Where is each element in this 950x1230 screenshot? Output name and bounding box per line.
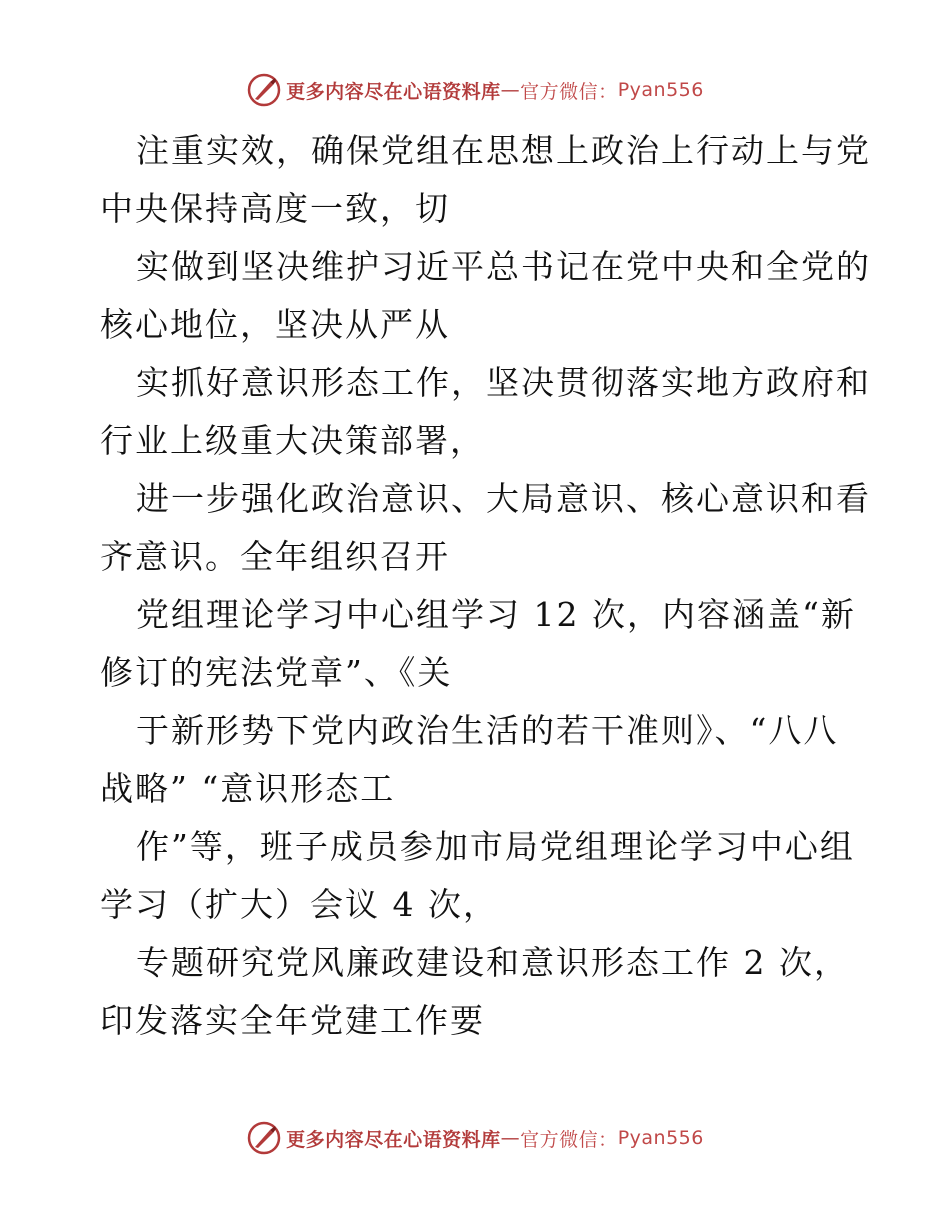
text-line: 学习（扩大）会议 4 次， xyxy=(100,885,498,924)
text-line: 实做到坚决维护习近平总书记在党中央和全党的 xyxy=(136,247,871,286)
quill-pen-logo-icon xyxy=(246,72,282,108)
text-line: 于新形势下党内政治生活的若干准则》、“八八 xyxy=(136,711,839,750)
watermark-main-text: 更多内容尽在心语资料库 xyxy=(286,80,501,103)
watermark-dash: — xyxy=(500,1127,521,1149)
text-line: 核心地位，坚决从严从 xyxy=(100,305,450,344)
text-line: 修订的宪法党章”、《关 xyxy=(100,653,453,692)
text-line: 实抓好意识形态工作，坚决贯彻落实地方政府和 xyxy=(136,363,871,402)
quill-pen-logo-icon xyxy=(246,1120,282,1156)
watermark-main-text: 更多内容尽在心语资料库 xyxy=(286,1128,501,1151)
document-body xyxy=(100,122,871,1050)
header-watermark xyxy=(0,70,950,110)
text-line: 中央保持高度一致，切 xyxy=(100,189,450,228)
footer-watermark xyxy=(0,1118,950,1158)
text-line: 进一步强化政治意识、大局意识、核心意识和看 xyxy=(136,479,871,518)
text-line: 注重实效，确保党组在思想上政治上行动上与党 xyxy=(136,131,871,170)
text-line: 专题研究党风廉政建设和意识形态工作 2 次， xyxy=(136,943,849,982)
text-line: 印发落实全年党建工作要 xyxy=(100,1001,485,1040)
watermark-dash: — xyxy=(500,79,521,101)
text-line: 战略” “意识形态工 xyxy=(100,769,396,808)
text-line: 行业上级重大决策部署， xyxy=(100,421,485,460)
watermark-sub-text: 官方微信： xyxy=(520,80,618,103)
watermark-sub-text: 官方微信： xyxy=(520,1128,618,1151)
watermark-wechat-id: Pyan556 xyxy=(617,79,704,101)
watermark-wechat-id: Pyan556 xyxy=(617,1127,704,1149)
text-line: 党组理论学习中心组学习 12 次，内容涵盖“新 xyxy=(136,595,856,634)
text-line: 作”等，班子成员参加市局党组理论学习中心组 xyxy=(136,827,855,866)
text-line: 齐意识。全年组织召开 xyxy=(100,537,450,576)
